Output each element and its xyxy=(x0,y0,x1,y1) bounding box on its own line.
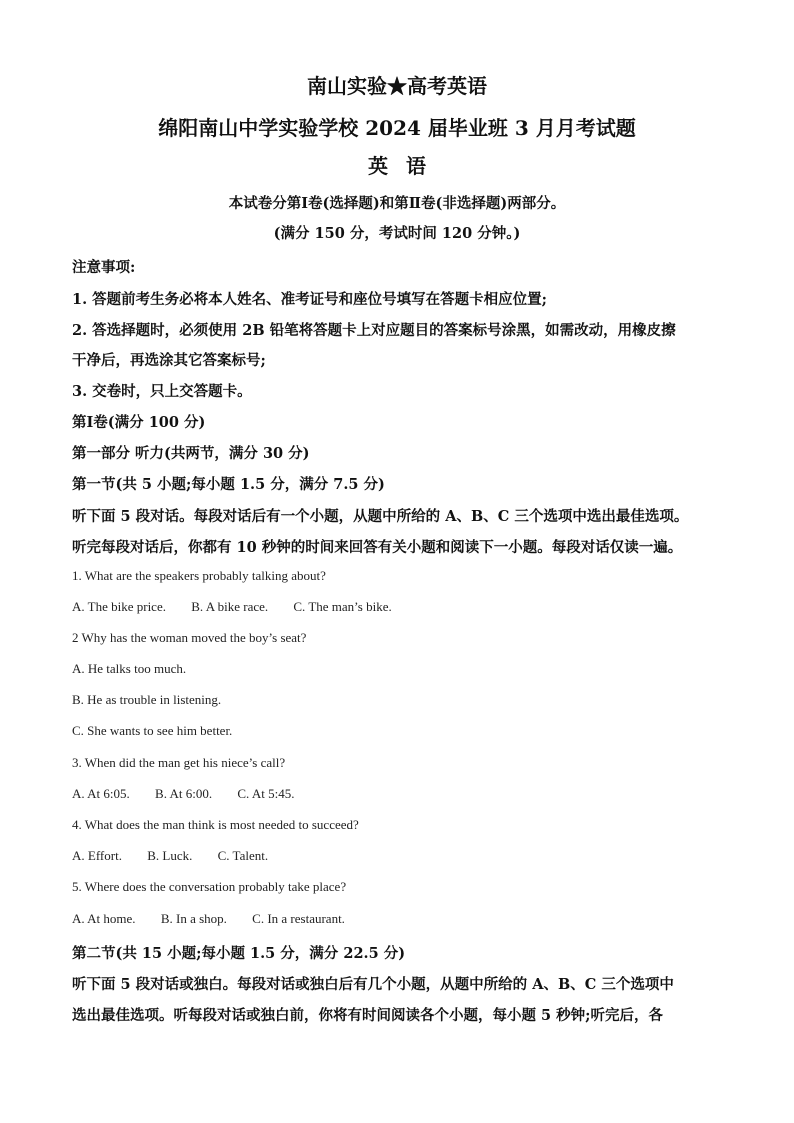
section-1-heading: 第一节(共 5 小题;每小题 1.5 分，满分 7.5 分) xyxy=(72,476,385,493)
question-1-text: 1. What are the speakers probably talking about? xyxy=(72,568,326,583)
section-2-instruction-line-2: 选出最佳选项。听每段对话或独白前，你将有时间阅读各个小题，每小题 5 秒钟;听完后，各 xyxy=(72,1007,664,1024)
option-b: B. A bike race. xyxy=(191,599,269,614)
note-item-3: 3. 交卷时，只上交答题卡。 xyxy=(72,383,252,400)
question-5-text: 5. Where does the conversation probably take place? xyxy=(72,879,347,894)
school-banner: 南山实验★高考英语 xyxy=(307,74,487,98)
question-4-options xyxy=(72,848,268,864)
option-c: C. The man’s bike. xyxy=(293,599,392,614)
subject-title: 英语 xyxy=(368,154,444,178)
note-item-2-line-2: 干净后，再选涂其它答案标号; xyxy=(72,352,266,369)
question-3-text: 3. When did the man get his niece’s call? xyxy=(72,755,286,770)
option-c: C. She wants to see him better. xyxy=(72,723,233,738)
option-c: C. In a restaurant. xyxy=(252,911,345,926)
option-b: B. Luck. xyxy=(147,848,193,863)
volume-1-heading: 第Ⅰ卷(满分 100 分) xyxy=(72,414,206,431)
score-time-note: (满分 150 分，考试时间 120 分钟。) xyxy=(273,225,521,242)
section-2-instruction-line-1: 听下面 5 段对话或独白。每段对话或独白后有几个小题，从题中所给的 A、B、C 三个选项中 xyxy=(72,976,674,993)
section-1-instruction-line-1: 听下面 5 段对话。每段对话后有一个小题，从题中所给的 A、B、C 三个选项中选出最佳选项。 xyxy=(72,508,689,525)
listening-part-heading: 第一部分 听力(共两节，满分 30 分) xyxy=(72,445,310,462)
question-1-options xyxy=(72,599,392,615)
exam-title: 绵阳南山中学实验学校 2024 届毕业班 3 月月考试题 xyxy=(158,116,636,140)
option-b: B. At 6:00. xyxy=(155,786,213,801)
paper-structure-note: 本试卷分第Ⅰ卷(选择题)和第Ⅱ卷(非选择题)两部分。 xyxy=(228,195,566,212)
option-a: A. The bike price. xyxy=(72,599,166,614)
option-c: C. Talent. xyxy=(217,848,269,863)
section-1-instruction-line-2: 听完每段对话后，你都有 10 秒钟的时间来回答有关小题和阅读下一小题。每段对话仅读一遍。 xyxy=(72,539,683,556)
option-a: A. At home. xyxy=(72,911,136,926)
note-item-1: 1. 答题前考生务必将本人姓名、准考证号和座位号填写在答题卡相应位置; xyxy=(72,291,548,308)
question-4-text: 4. What does the man think is most needed to succeed? xyxy=(72,817,359,832)
question-2-text: 2 Why has the woman moved the boy’s seat? xyxy=(72,630,307,645)
option-b: B. In a shop. xyxy=(160,911,227,926)
notes-heading: 注意事项: xyxy=(72,259,136,276)
note-item-2-line-1: 2. 答选择题时，必须使用 2B 铅笔将答题卡上对应题目的答案标号涂黑，如需改动，用橡皮擦 xyxy=(72,322,676,339)
question-5-options xyxy=(72,911,345,927)
option-c: C. At 5:45. xyxy=(237,786,295,801)
option-a: A. At 6:05. xyxy=(72,786,130,801)
question-3-options xyxy=(72,786,294,802)
option-b: B. He as trouble in listening. xyxy=(72,692,222,707)
option-a: A. He talks too much. xyxy=(72,661,187,676)
section-2-heading: 第二节(共 15 小题;每小题 1.5 分，满分 22.5 分) xyxy=(72,945,406,962)
option-a: A. Effort. xyxy=(72,848,122,863)
